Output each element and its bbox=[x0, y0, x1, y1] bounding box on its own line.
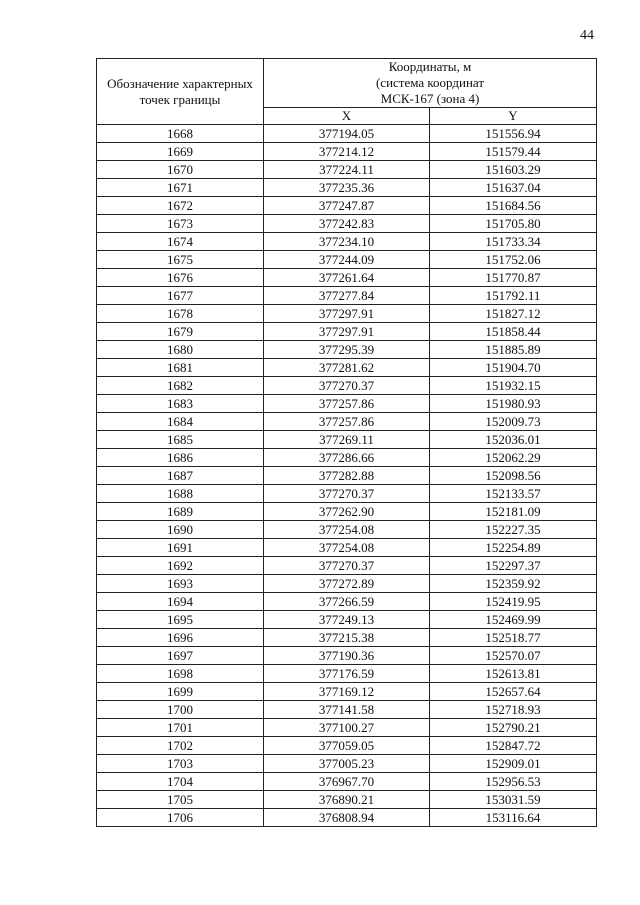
point-id-cell: 1677 bbox=[97, 287, 264, 305]
y-coordinate-cell: 151885.89 bbox=[430, 341, 597, 359]
x-coordinate-cell: 377269.11 bbox=[264, 431, 430, 449]
y-coordinate-cell: 152909.01 bbox=[430, 755, 597, 773]
y-coordinate-cell: 152790.21 bbox=[430, 719, 597, 737]
coordinates-table bbox=[96, 58, 597, 827]
x-coordinate-cell: 377100.27 bbox=[264, 719, 430, 737]
y-coordinate-cell: 152847.72 bbox=[430, 737, 597, 755]
table-row bbox=[97, 557, 597, 575]
x-coordinate-cell: 377176.59 bbox=[264, 665, 430, 683]
table-row bbox=[97, 269, 597, 287]
table-row bbox=[97, 449, 597, 467]
x-coordinate-cell: 377169.12 bbox=[264, 683, 430, 701]
table-row bbox=[97, 287, 597, 305]
y-coordinate-cell: 151556.94 bbox=[430, 125, 597, 143]
x-coordinate-cell: 377282.88 bbox=[264, 467, 430, 485]
y-coordinate-cell: 151827.12 bbox=[430, 305, 597, 323]
y-coordinate-cell: 152036.01 bbox=[430, 431, 597, 449]
table-row bbox=[97, 431, 597, 449]
y-coordinate-cell: 151932.15 bbox=[430, 377, 597, 395]
point-id-cell: 1688 bbox=[97, 485, 264, 503]
y-coordinate-cell: 151733.34 bbox=[430, 233, 597, 251]
table-row bbox=[97, 251, 597, 269]
table-row bbox=[97, 125, 597, 143]
x-coordinate-cell: 377059.05 bbox=[264, 737, 430, 755]
point-id-cell: 1702 bbox=[97, 737, 264, 755]
x-coordinate-cell: 377266.59 bbox=[264, 593, 430, 611]
table-row bbox=[97, 305, 597, 323]
y-coordinate-cell: 152419.95 bbox=[430, 593, 597, 611]
point-id-cell: 1674 bbox=[97, 233, 264, 251]
x-coordinate-cell: 377297.91 bbox=[264, 305, 430, 323]
table-row bbox=[97, 467, 597, 485]
table-row bbox=[97, 737, 597, 755]
x-coordinate-cell: 377257.86 bbox=[264, 395, 430, 413]
table-row bbox=[97, 521, 597, 539]
point-id-cell: 1699 bbox=[97, 683, 264, 701]
coordinates-header-line-3: МСК-167 (зона 4) bbox=[380, 91, 480, 106]
point-id-cell: 1668 bbox=[97, 125, 264, 143]
table-body bbox=[97, 125, 597, 827]
table-row bbox=[97, 665, 597, 683]
y-coordinate-cell: 151579.44 bbox=[430, 143, 597, 161]
y-coordinate-cell: 152098.56 bbox=[430, 467, 597, 485]
x-coordinate-cell: 376890.21 bbox=[264, 791, 430, 809]
y-coordinate-cell: 152718.93 bbox=[430, 701, 597, 719]
table-row bbox=[97, 215, 597, 233]
x-column-header: X bbox=[264, 108, 430, 125]
table-row bbox=[97, 791, 597, 809]
y-coordinate-cell: 151637.04 bbox=[430, 179, 597, 197]
point-id-cell: 1676 bbox=[97, 269, 264, 287]
x-coordinate-cell: 377235.36 bbox=[264, 179, 430, 197]
point-id-cell: 1703 bbox=[97, 755, 264, 773]
y-coordinate-cell: 152297.37 bbox=[430, 557, 597, 575]
y-coordinate-cell: 151858.44 bbox=[430, 323, 597, 341]
table-row bbox=[97, 485, 597, 503]
y-coordinate-cell: 152359.92 bbox=[430, 575, 597, 593]
x-coordinate-cell: 377286.66 bbox=[264, 449, 430, 467]
point-id-cell: 1706 bbox=[97, 809, 264, 827]
y-coordinate-cell: 151705.80 bbox=[430, 215, 597, 233]
x-coordinate-cell: 377005.23 bbox=[264, 755, 430, 773]
table-row bbox=[97, 197, 597, 215]
point-id-cell: 1689 bbox=[97, 503, 264, 521]
point-id-cell: 1669 bbox=[97, 143, 264, 161]
table-row bbox=[97, 395, 597, 413]
point-id-cell: 1670 bbox=[97, 161, 264, 179]
point-id-cell: 1687 bbox=[97, 467, 264, 485]
y-coordinate-cell: 153116.64 bbox=[430, 809, 597, 827]
point-id-cell: 1694 bbox=[97, 593, 264, 611]
point-id-cell: 1678 bbox=[97, 305, 264, 323]
point-id-cell: 1697 bbox=[97, 647, 264, 665]
table-row bbox=[97, 701, 597, 719]
y-coordinate-cell: 151752.06 bbox=[430, 251, 597, 269]
point-id-cell: 1679 bbox=[97, 323, 264, 341]
table-row bbox=[97, 413, 597, 431]
x-coordinate-cell: 377249.13 bbox=[264, 611, 430, 629]
point-id-cell: 1696 bbox=[97, 629, 264, 647]
point-id-cell: 1673 bbox=[97, 215, 264, 233]
x-coordinate-cell: 377254.08 bbox=[264, 539, 430, 557]
x-coordinate-cell: 377190.36 bbox=[264, 647, 430, 665]
table-row bbox=[97, 161, 597, 179]
y-coordinate-cell: 152009.73 bbox=[430, 413, 597, 431]
x-coordinate-cell: 377194.05 bbox=[264, 125, 430, 143]
x-coordinate-cell: 376967.70 bbox=[264, 773, 430, 791]
y-coordinate-cell: 151770.87 bbox=[430, 269, 597, 287]
table-row bbox=[97, 143, 597, 161]
x-coordinate-cell: 377234.10 bbox=[264, 233, 430, 251]
x-coordinate-cell: 377270.37 bbox=[264, 557, 430, 575]
table-row bbox=[97, 611, 597, 629]
table-row bbox=[97, 323, 597, 341]
coordinates-column-header bbox=[264, 59, 597, 108]
x-coordinate-cell: 377295.39 bbox=[264, 341, 430, 359]
point-id-cell: 1682 bbox=[97, 377, 264, 395]
x-coordinate-cell: 377254.08 bbox=[264, 521, 430, 539]
y-coordinate-cell: 151904.70 bbox=[430, 359, 597, 377]
coordinates-header-line-2: (система координат bbox=[375, 75, 485, 90]
points-column-header: Обозначение характерных точек границы bbox=[97, 59, 264, 125]
table-row bbox=[97, 809, 597, 827]
y-coordinate-cell: 152518.77 bbox=[430, 629, 597, 647]
x-coordinate-cell: 377277.84 bbox=[264, 287, 430, 305]
point-id-cell: 1700 bbox=[97, 701, 264, 719]
page-number: 44 bbox=[580, 28, 594, 43]
x-coordinate-cell: 377297.91 bbox=[264, 323, 430, 341]
table-row bbox=[97, 629, 597, 647]
point-id-cell: 1695 bbox=[97, 611, 264, 629]
y-coordinate-cell: 151684.56 bbox=[430, 197, 597, 215]
x-coordinate-cell: 377141.58 bbox=[264, 701, 430, 719]
x-coordinate-cell: 377214.12 bbox=[264, 143, 430, 161]
table-row bbox=[97, 377, 597, 395]
table-row bbox=[97, 719, 597, 737]
x-coordinate-cell: 377262.90 bbox=[264, 503, 430, 521]
x-coordinate-cell: 377244.09 bbox=[264, 251, 430, 269]
point-id-cell: 1701 bbox=[97, 719, 264, 737]
point-id-cell: 1672 bbox=[97, 197, 264, 215]
point-id-cell: 1683 bbox=[97, 395, 264, 413]
table-row bbox=[97, 341, 597, 359]
table-row bbox=[97, 179, 597, 197]
y-coordinate-cell: 152062.29 bbox=[430, 449, 597, 467]
point-id-cell: 1692 bbox=[97, 557, 264, 575]
y-coordinate-cell: 152613.81 bbox=[430, 665, 597, 683]
point-id-cell: 1693 bbox=[97, 575, 264, 593]
x-coordinate-cell: 377247.87 bbox=[264, 197, 430, 215]
y-coordinate-cell: 152570.07 bbox=[430, 647, 597, 665]
point-id-cell: 1675 bbox=[97, 251, 264, 269]
x-coordinate-cell: 377270.37 bbox=[264, 377, 430, 395]
y-coordinate-cell: 152469.99 bbox=[430, 611, 597, 629]
point-id-cell: 1671 bbox=[97, 179, 264, 197]
table-row bbox=[97, 233, 597, 251]
x-coordinate-cell: 377215.38 bbox=[264, 629, 430, 647]
y-column-header: Y bbox=[430, 108, 597, 125]
point-id-cell: 1705 bbox=[97, 791, 264, 809]
table-row bbox=[97, 575, 597, 593]
x-coordinate-cell: 377257.86 bbox=[264, 413, 430, 431]
x-coordinate-cell: 377261.64 bbox=[264, 269, 430, 287]
x-coordinate-cell: 377270.37 bbox=[264, 485, 430, 503]
x-coordinate-cell: 377272.89 bbox=[264, 575, 430, 593]
y-coordinate-cell: 152133.57 bbox=[430, 485, 597, 503]
y-coordinate-cell: 151980.93 bbox=[430, 395, 597, 413]
point-id-cell: 1690 bbox=[97, 521, 264, 539]
point-id-cell: 1681 bbox=[97, 359, 264, 377]
y-coordinate-cell: 151603.29 bbox=[430, 161, 597, 179]
point-id-cell: 1698 bbox=[97, 665, 264, 683]
y-coordinate-cell: 152254.89 bbox=[430, 539, 597, 557]
table-row bbox=[97, 683, 597, 701]
x-coordinate-cell: 376808.94 bbox=[264, 809, 430, 827]
point-id-cell: 1684 bbox=[97, 413, 264, 431]
y-coordinate-cell: 151792.11 bbox=[430, 287, 597, 305]
x-coordinate-cell: 377281.62 bbox=[264, 359, 430, 377]
table-row bbox=[97, 359, 597, 377]
table-row bbox=[97, 539, 597, 557]
table-row bbox=[97, 755, 597, 773]
y-coordinate-cell: 152181.09 bbox=[430, 503, 597, 521]
table-row bbox=[97, 773, 597, 791]
x-coordinate-cell: 377242.83 bbox=[264, 215, 430, 233]
table-row bbox=[97, 503, 597, 521]
table-row bbox=[97, 593, 597, 611]
x-coordinate-cell: 377224.11 bbox=[264, 161, 430, 179]
point-id-cell: 1686 bbox=[97, 449, 264, 467]
point-id-cell: 1680 bbox=[97, 341, 264, 359]
y-coordinate-cell: 153031.59 bbox=[430, 791, 597, 809]
y-coordinate-cell: 152956.53 bbox=[430, 773, 597, 791]
point-id-cell: 1691 bbox=[97, 539, 264, 557]
table-row bbox=[97, 647, 597, 665]
point-id-cell: 1704 bbox=[97, 773, 264, 791]
point-id-cell: 1685 bbox=[97, 431, 264, 449]
y-coordinate-cell: 152657.64 bbox=[430, 683, 597, 701]
coordinates-header-line-1: Координаты, м bbox=[388, 59, 472, 74]
y-coordinate-cell: 152227.35 bbox=[430, 521, 597, 539]
table-header bbox=[97, 59, 597, 125]
